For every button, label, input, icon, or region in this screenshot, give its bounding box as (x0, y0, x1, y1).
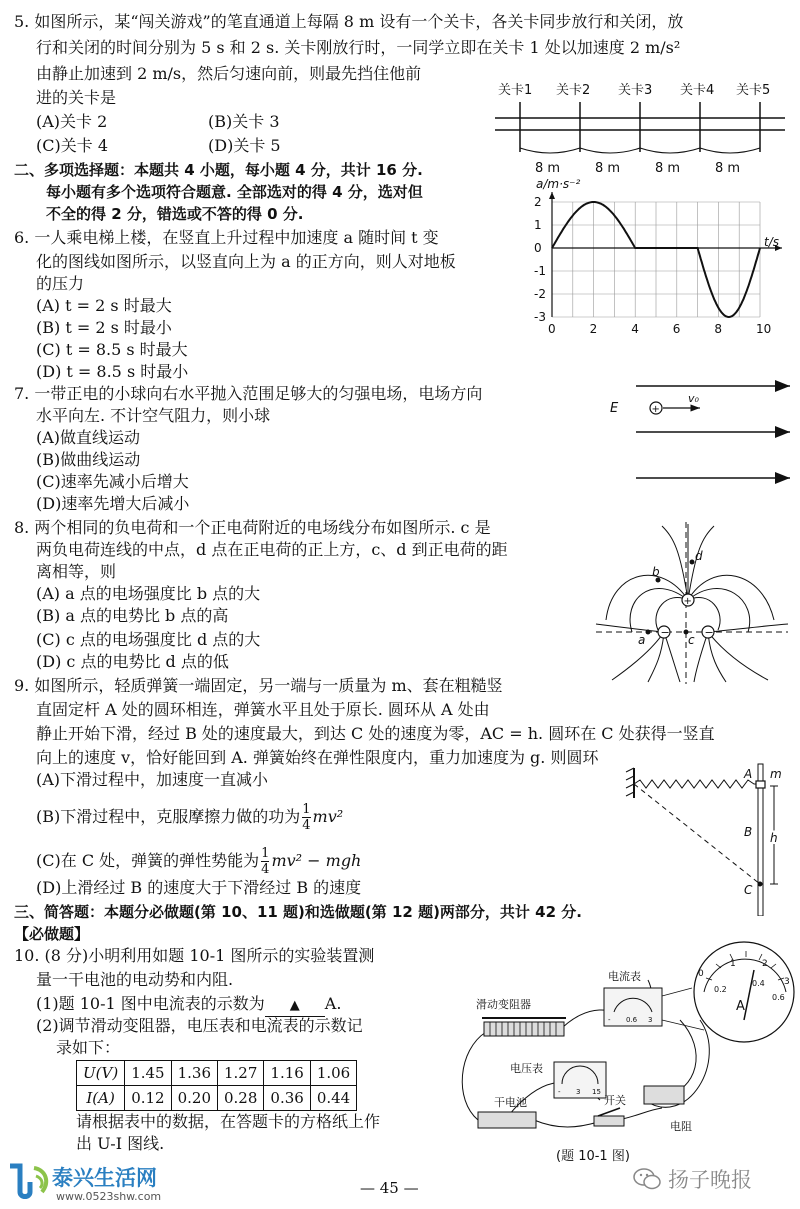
table-row-voltage (77, 1061, 357, 1086)
spacing-label-3: 8 m (655, 161, 681, 176)
q7-option-a: (A)做直线运动 (36, 428, 141, 447)
q7-option-d: (D)速率先增大后减小 (36, 494, 190, 513)
q9-option-c-formula: mv² − mgh (271, 851, 362, 870)
voltmeter-label: 电压表 (510, 1062, 543, 1075)
section3-heading: 三、简答题：本题分必做题(第 10、11 题)和选做题(第 12 题)两部分，共计 42 分. (14, 903, 582, 921)
q10-sub1-unit: A. (324, 994, 342, 1013)
label-a: A (744, 767, 753, 781)
q9-line2: 直固定杆 A 处的圆环相连，弹簧水平且处于原长. 圆环从 A 处由 (36, 700, 490, 719)
velocity-label: v₀ (688, 392, 699, 405)
spacing-label-4: 8 m (715, 161, 741, 176)
q9-option-b (36, 802, 343, 833)
dial-scale-3: 3 (784, 977, 790, 987)
spacing-label-1: 8 m (535, 161, 561, 176)
switch-label: 开关 (604, 1094, 626, 1107)
answer-blank-triangle: ▲ (265, 996, 325, 1017)
x-tick-label: 2 (589, 322, 598, 336)
spring (634, 780, 760, 788)
q7-option-b: (B)做曲线运动 (36, 450, 141, 469)
y-tick-label: 0 (534, 241, 542, 255)
q5-line1: 5. 如图所示，某“闯关游戏”的笔直通道上每隔 8 m 设有一个关卡，各关卡同步放行和关闭，放 (14, 12, 684, 31)
dial-scale-0-4: 0.4 (752, 979, 765, 988)
q8-option-d: (D) c 点的电势比 d 点的低 (36, 652, 229, 671)
site-logo-text: 泰兴生活网 (52, 1166, 157, 1190)
negative-sign-left: − (660, 626, 670, 639)
q9-line3: 静止开始下滑，经过 B 处的速度最大，到达 C 处的速度为零，AC = h. 圆环在 C 处获得一竖直 (36, 724, 715, 743)
q7-field-diagram (600, 374, 796, 492)
q6-line3: 的压力 (36, 274, 85, 293)
field-label-e: E (610, 401, 619, 416)
acceleration-time-chart (520, 172, 792, 342)
q9-option-d: (D)上滑经过 B 的速度大于下滑经过 B 的速度 (36, 878, 362, 897)
table-cell: 0.12 (125, 1086, 171, 1111)
gate-posts (520, 102, 760, 152)
fraction-denominator: 4 (302, 818, 311, 833)
y-tick-label: 1 (534, 218, 542, 232)
q10-after-table-line1: 请根据表中的数据，在答题卡的方格纸上作 (76, 1112, 381, 1131)
q6-line2: 化的图线如图所示，以竖直向上为 a 的正方向，则人对地板 (36, 252, 456, 271)
q5-line4: 进的关卡是 (36, 88, 117, 107)
q6-option-d: (D) t = 8.5 s 时最小 (36, 362, 189, 381)
table-cell: 1.16 (264, 1061, 310, 1086)
q6-line1: 6. 一人乘电梯上楼，在竖直上升过程中加速度 a 随时间 t 变 (14, 228, 439, 247)
q10-sub2-line2: 录如下： (56, 1038, 121, 1057)
section2-line3: 不全的得 2 分，错选或不答的得 0 分. (46, 205, 304, 223)
fraction-numerator: 1 (261, 846, 270, 861)
q5-option-d: (D)关卡 5 (208, 136, 281, 155)
q5-gate-diagram (490, 74, 790, 180)
spacing-label-2: 8 m (595, 161, 621, 176)
page-number: — 45 — (360, 1179, 419, 1197)
dial-scale-0-2: 0.2 (714, 985, 727, 994)
q8-option-c: (C) c 点的电场强度比 d 点的大 (36, 630, 261, 649)
q10-line2: 量一干电池的电动势和内阻. (36, 970, 234, 989)
x-tick-label: 0 (548, 322, 556, 336)
table-cell: 0.20 (171, 1086, 217, 1111)
dial-scale-0-6: 0.6 (772, 993, 785, 1002)
table-row-current (77, 1086, 357, 1111)
resistor-label: 电阻 (670, 1120, 692, 1133)
q9-option-b-text: (B)下滑过程中，克服摩擦力做的功为 (36, 807, 301, 826)
gate-label-3: 关卡3 (618, 83, 653, 98)
battery-label: 干电池 (494, 1096, 527, 1109)
q6-option-c: (C) t = 8.5 s 时最大 (36, 340, 188, 359)
q5-line2: 行和关闭的时间分别为 5 s 和 2 s. 关卡刚放行时，一同学立即在关卡 1 处以加速度 2 m/s² (36, 38, 681, 57)
x-tick-label: 6 (672, 322, 681, 336)
q5-line3: 由静止加速到 2 m/s，然后匀速向前，则最先挡住他前 (36, 64, 422, 83)
q7-line1: 7. 一带正电的小球向右水平抛入范围足够大的匀强电场，电场方向 (14, 384, 483, 403)
figure-caption: (题 10-1 图) (556, 1149, 630, 1164)
fraction-numerator: 1 (302, 802, 311, 817)
point-d-dot (690, 560, 695, 565)
x-tick-label: 8 (714, 322, 723, 336)
y-tick-label: 2 (534, 195, 542, 209)
q9-option-c-text: (C)在 C 处，弹簧的弹性势能为 (36, 851, 260, 870)
q9-line1: 9. 如图所示，轻质弹簧一端固定，另一端与一质量为 m、套在粗糙竖 (14, 676, 503, 695)
site-logo-icon (6, 1162, 52, 1204)
ammeter-zoom-dial (694, 942, 794, 1042)
ammeter-label: 电流表 (608, 970, 641, 983)
dial-scale-0: 0 (698, 969, 704, 979)
ammeter-term-neg: - (608, 1016, 611, 1024)
negative-sign-right: − (704, 626, 714, 639)
q7-option-c: (C)速率先减小后增大 (36, 472, 189, 491)
point-c-dot (758, 882, 763, 887)
wechat-icon (632, 1166, 662, 1192)
table-header-u: U(V) (77, 1061, 125, 1086)
ring-at-a (756, 781, 765, 788)
q9-option-c-fraction (261, 846, 269, 877)
q9-option-b-formula: mv² (312, 807, 344, 826)
q5-option-c: (C)关卡 4 (36, 136, 108, 155)
q10-after-table-line2: 出 U-I 图线. (76, 1134, 165, 1153)
q9-option-a: (A)下滑过程中，加速度一直减小 (36, 770, 269, 789)
q9-line4: 向上的速度 v，恰好能回到 A. 弹簧始终在弹性限度内，重力加速度为 g. 则圆环 (36, 748, 599, 767)
q8-option-a: (A) a 点的电场强度比 b 点的大 (36, 584, 261, 603)
stretched-spring-dashed (634, 784, 760, 884)
site-logo-url: www.0523shw.com (56, 1190, 162, 1203)
label-m: m (770, 767, 782, 781)
table-cell: 1.27 (218, 1061, 264, 1086)
q8-option-b: (B) a 点的电势比 b 点的高 (36, 606, 229, 625)
y-tick-label: -2 (534, 287, 546, 301)
y-tick-label: -3 (534, 310, 546, 324)
q5-option-a: (A)关卡 2 (36, 112, 108, 131)
label-h: h (770, 831, 778, 845)
section2-line2: 每小题有多个选项符合题意. 全部选对的得 4 分，选对但 (46, 183, 423, 201)
battery (478, 1112, 536, 1128)
required-heading: 【必做题】 (14, 925, 90, 943)
q10-circuit-diagram (448, 940, 798, 1168)
newspaper-brand: 扬子晚报 (668, 1168, 752, 1192)
positive-sign: + (683, 596, 692, 607)
q10-sub2-line1: (2)调节滑动变阻器，电压表和电流表的示数记 (36, 1016, 363, 1035)
table-cell: 1.06 (310, 1061, 356, 1086)
fraction-denominator: 4 (261, 862, 270, 877)
voltmeter-term-neg: - (558, 1088, 561, 1096)
section2-heading: 二、多项选择题：本题共 4 小题，每小题 4 分，共计 16 分. (14, 161, 423, 179)
gate-label-4: 关卡4 (680, 83, 715, 98)
table-cell: 0.28 (218, 1086, 264, 1111)
table-header-i: I(A) (77, 1086, 125, 1111)
q6-option-b: (B) t = 2 s 时最小 (36, 318, 172, 337)
chart-y-axis-label: a/m·s⁻² (536, 177, 581, 191)
q8-line2: 两负电荷连线的中点，d 点在正电荷的正上方，c、d 到正电荷的距 (36, 540, 508, 559)
dial-scale-1: 1 (730, 959, 736, 969)
point-a-dot (646, 630, 651, 635)
q7-line2: 水平向左. 不计空气阻力，则小球 (36, 406, 271, 425)
x-tick-label: 10 (756, 322, 772, 336)
point-b-label: b (652, 565, 660, 579)
wall-hatching (626, 768, 634, 796)
q6-option-a: (A) t = 2 s 时最大 (36, 296, 172, 315)
q10-sub1-text: (1)题 10-1 图中电流表的示数为 (36, 994, 265, 1013)
q5-option-b: (B)关卡 3 (208, 112, 280, 131)
q8-line1: 8. 两个相同的负电荷和一个正电荷附近的电场线分布如图所示. c 是 (14, 518, 491, 537)
point-d-label: d (695, 549, 703, 563)
chart-x-axis-label: t/s (764, 235, 779, 249)
table-cell: 0.44 (310, 1086, 356, 1111)
q9-option-c (36, 846, 361, 877)
q10-line1: 10. (8 分)小明利用如题 10-1 图所示的实验装置测 (14, 946, 375, 965)
q8-line3: 离相等，则 (36, 562, 117, 581)
rheostat-label: 滑动变阻器 (476, 998, 531, 1011)
switch (594, 1116, 624, 1126)
q10-sub1 (36, 994, 341, 1017)
label-b: B (744, 825, 753, 839)
data-table (76, 1060, 357, 1111)
gate-label-5: 关卡5 (736, 83, 771, 98)
voltmeter-term-15: 15 (592, 1088, 601, 1096)
q8-field-lines-diagram (592, 520, 792, 684)
y-tick-label: -1 (534, 264, 546, 278)
q9-spring-ring-diagram (620, 756, 796, 916)
ammeter-term-0-6: 0.6 (626, 1016, 638, 1024)
ammeter-term-3: 3 (648, 1016, 653, 1024)
gate-label-1: 关卡1 (498, 83, 533, 98)
dial-unit-a: A (736, 999, 745, 1014)
q9-option-b-fraction (302, 802, 310, 833)
label-c: C (744, 883, 753, 897)
x-tick-label: 4 (631, 322, 639, 336)
table-cell: 0.36 (264, 1086, 310, 1111)
voltmeter-term-3: 3 (576, 1088, 581, 1096)
point-c-label: c (688, 633, 695, 647)
point-a-label: a (638, 633, 646, 647)
resistor (644, 1086, 684, 1104)
ball-plus-sign: + (651, 404, 660, 415)
y-axis-arrow (549, 192, 555, 199)
gate-label-2: 关卡2 (556, 83, 591, 98)
dial-scale-2: 2 (762, 959, 768, 969)
table-cell: 1.45 (125, 1061, 171, 1086)
table-cell: 1.36 (171, 1061, 217, 1086)
